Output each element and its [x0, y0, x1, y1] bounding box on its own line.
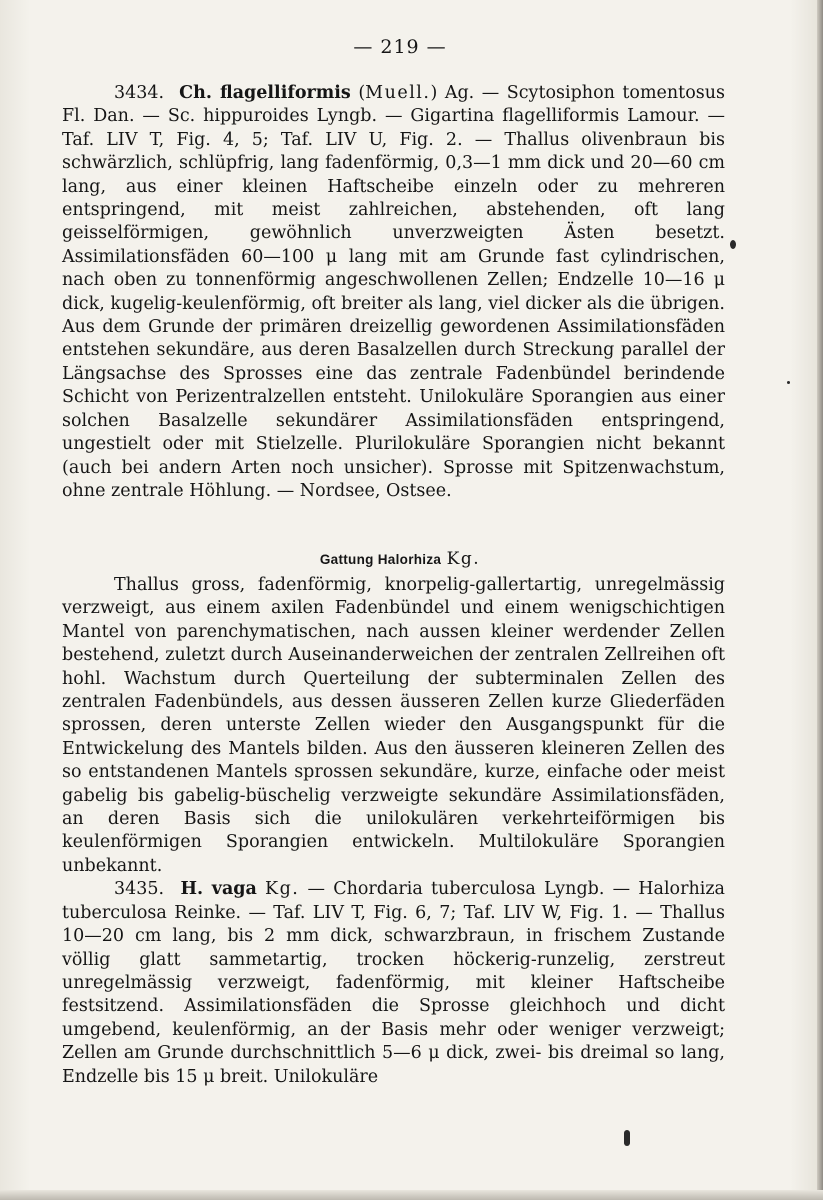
ink-speck	[730, 240, 736, 249]
ink-speck	[787, 381, 790, 384]
page-edge-shadow	[817, 0, 823, 1200]
page-bottom-shadow	[0, 1190, 823, 1200]
entry-header-rest: ) Ag. — Scytosiphon tomentosus	[430, 83, 725, 103]
genus-author: Kg.	[446, 549, 481, 569]
genus-heading	[0, 549, 800, 569]
genus-description-block	[62, 574, 725, 1089]
entry-number: 3434.	[114, 83, 165, 103]
genus-description: Thallus gross, fadenförmig, knorpelig-gallertartig, unregelmässig verzweigt, aus einem axilen Fadenbündel und einem wenigschichtigen Mantel von parenchymatischen, nach aussen kleiner werdender Zellen bestehend, zuletzt durch Auseinanderweichen der zentralen Zellreihen oft hohl. Wachstum durch Querteilung der subterminalen Zellen des zentralen Fadenbündels, aus dessen äusseren Zellen kurze Gliederfäden sprossen, deren unterste Zellen wieder den Ausgangspunkt für die Entwickelung des Mantels bilden. Aus den äusseren kleineren Zellen des so entstandenen Mantels sprossen sekundäre, kurze, einfache oder meist gabelig bis gabelig-büschelig verzweigte sekundäre Assimilationsfäden, an deren Basis sich die unilokulären verkehrteiförmigen bis keulenförmigen Sporangien entwickeln. Multilokuläre Sporangien unbekannt.	[62, 575, 725, 876]
species-name: H. vaga	[180, 879, 257, 900]
entry-body: — Chordaria tuberculosa Lyngb. — Halorhiza tuberculosa Reinke. — Taf. LIV T, Fig. 6, 7; Taf. LIV W, Fig. 1. — Thallus 10—20 cm lang, bis 2 mm dick, schwarzbraun, in frischem Zustande völlig glatt sammetartig, trocken höckerig-runzelig, zerstreut unregelmässig verzweigt, fadenförmig, mit kleiner Haftscheibe festsitzend. Assimilationsfäden die Sprosse gleichhoch und dicht umgebend, keulenförmig, an der Basis mehr oder weniger verzweigt; Zellen am Grunde durchschnittlich 5—6 μ dick, zwei- bis dreimal so lang, Endzelle bis 15 μ breit. Unilokuläre	[62, 879, 725, 1087]
entry-3434	[62, 82, 725, 503]
author-open: (	[358, 83, 366, 103]
species-author: Kg.	[265, 879, 300, 900]
entry-number: 3435.	[114, 879, 165, 900]
entry-body: Fl. Dan. — Sc. hippuroides Lyngb. — Gigartina flagelliformis Lamour. — Taf. LIV T, Fig. 4, 5; Taf. LIV U, Fig. 2. — Thallus olivenbraun bis schwärzlich, schlüpfrig, lang fadenförmig, 0,3—1 mm dick und 20—60 cm lang, aus einer kleinen Haftscheibe einzeln oder zu mehreren entspringend, mit meist zahlreichen, abstehenden, oft lang geisselförmigen, gewöhnlich unverzweigten Ästen besetzt. Assimilationsfäden 60—100 μ lang mit am Grunde fast cylindrischen, nach oben zu tonnenförmig angeschwollenen Zellen; Endzelle 10—16 μ dick, kugelig-keulenförmig, oft breiter als lang, viel dicker als die übrigen. Aus dem Grunde der primären dreizellig gewordenen Assimilationsfäden entstehen sekundäre, aus deren Basalzellen durch Streckung parallel der Längsachse des Sprosses eine das zentrale Fadenbündel berindende Schicht von Perizentralzellen entsteht. Unilokuläre Sporangien aus einer solchen Basalzelle sekundärer Assimilationsfäden entspringend, ungestielt oder mit Stielzelle. Plurilokuläre Sporangien nicht bekannt (auch bei andern Arten noch unsicher). Sprosse mit Spitzenwachstum, ohne zentrale Höhlung. — Nordsee, Ostsee.	[62, 106, 725, 501]
genus-label: Gattung Halorhiza	[319, 552, 442, 567]
species-name: Ch. flagelliformis	[179, 83, 351, 103]
species-author: Muell.	[365, 83, 431, 103]
ink-speck	[624, 1130, 630, 1146]
page-number: — 219 —	[353, 36, 447, 58]
entry-3434-paragraph	[62, 82, 725, 503]
entry-3435-paragraph	[62, 878, 725, 1089]
